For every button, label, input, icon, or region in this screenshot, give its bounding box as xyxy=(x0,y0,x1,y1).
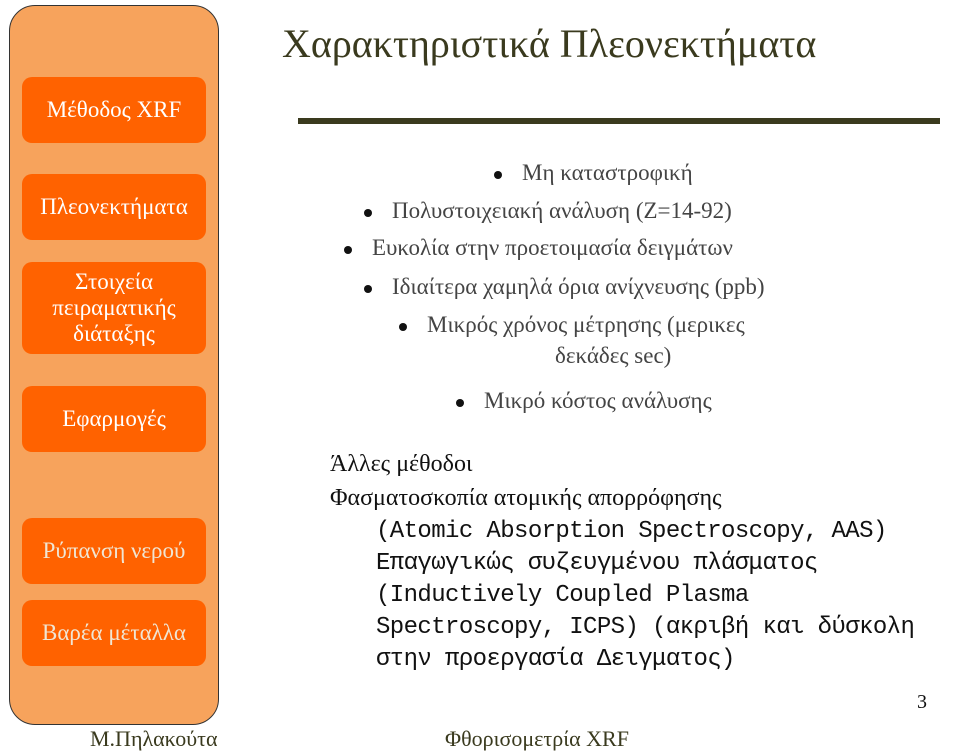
other-methods-heading: Άλλες μέθοδοι xyxy=(330,451,473,477)
sidebar-item-advantages[interactable]: Πλεονεκτήματα xyxy=(22,174,206,240)
sidebar-item-experimental-setup[interactable]: Στοιχεία πειραματικής διάταξης xyxy=(22,262,206,354)
bullet-text: Μικρό κόστος ανάλυσης xyxy=(484,388,712,413)
sidebar-item-applications[interactable]: Εφαρμογές xyxy=(22,386,206,452)
bullet-icon xyxy=(344,246,352,254)
bullet-icon xyxy=(364,209,372,217)
sidebar-item-water-pollution[interactable]: Ρύπανση νερού xyxy=(22,518,206,584)
other-methods-line: (Atomic Absorption Spectroscopy, AAS) xyxy=(376,518,887,545)
bullet-item xyxy=(392,274,765,300)
slide-title: Χαρακτηριστικά Πλεονεκτήματα xyxy=(282,21,817,66)
bullet-item xyxy=(372,235,733,261)
bullet-icon xyxy=(364,285,372,293)
bullet-item xyxy=(484,388,712,414)
footer-topic: Φθορισομετρία XRF xyxy=(445,726,629,751)
other-methods-line: Φασματοσκοπία ατομικής απορρόφησης xyxy=(330,485,722,511)
bullet-icon xyxy=(399,323,407,331)
other-methods-line: Επαγωγικώς συζευγμένου πλάσματος xyxy=(376,550,818,577)
other-methods-line: Spectroscopy, ICPS) (ακριβή και δύσκολη xyxy=(376,614,915,641)
page-number: 3 xyxy=(917,691,927,713)
sidebar-item-heavy-metals[interactable]: Βαρέα μέταλλα xyxy=(22,600,206,666)
sidebar xyxy=(9,5,219,725)
other-methods-line: (Inductively Coupled Plasma xyxy=(376,582,749,609)
bullet-text: Μικρός χρόνος μέτρησης (μερικες xyxy=(427,312,745,337)
sidebar-item-xrf-method[interactable]: Μέθοδος XRF xyxy=(22,77,206,143)
bullet-item xyxy=(392,198,732,224)
bullet-icon xyxy=(456,399,464,407)
title-divider xyxy=(298,118,940,124)
bullet-text: Ευκολία στην προετοιμασία δειγμάτων xyxy=(372,235,733,260)
bullet-item xyxy=(427,312,745,338)
footer-author: Μ.Πηλακούτα xyxy=(90,726,218,751)
bullet-text: Μη καταστροφική xyxy=(522,160,693,185)
bullet-text: Ιδιαίτερα χαμηλά όρια ανίχνευσης (ppb) xyxy=(392,274,765,299)
bullet-item xyxy=(522,160,693,186)
other-methods-line: στην προεργασία Δειγματος) xyxy=(376,646,735,673)
bullet-icon xyxy=(494,171,502,179)
bullet-continuation: δεκάδες sec) xyxy=(555,343,672,368)
bullet-text: Πολυστοιχειακή ανάλυση (Z=14-92) xyxy=(392,198,732,223)
